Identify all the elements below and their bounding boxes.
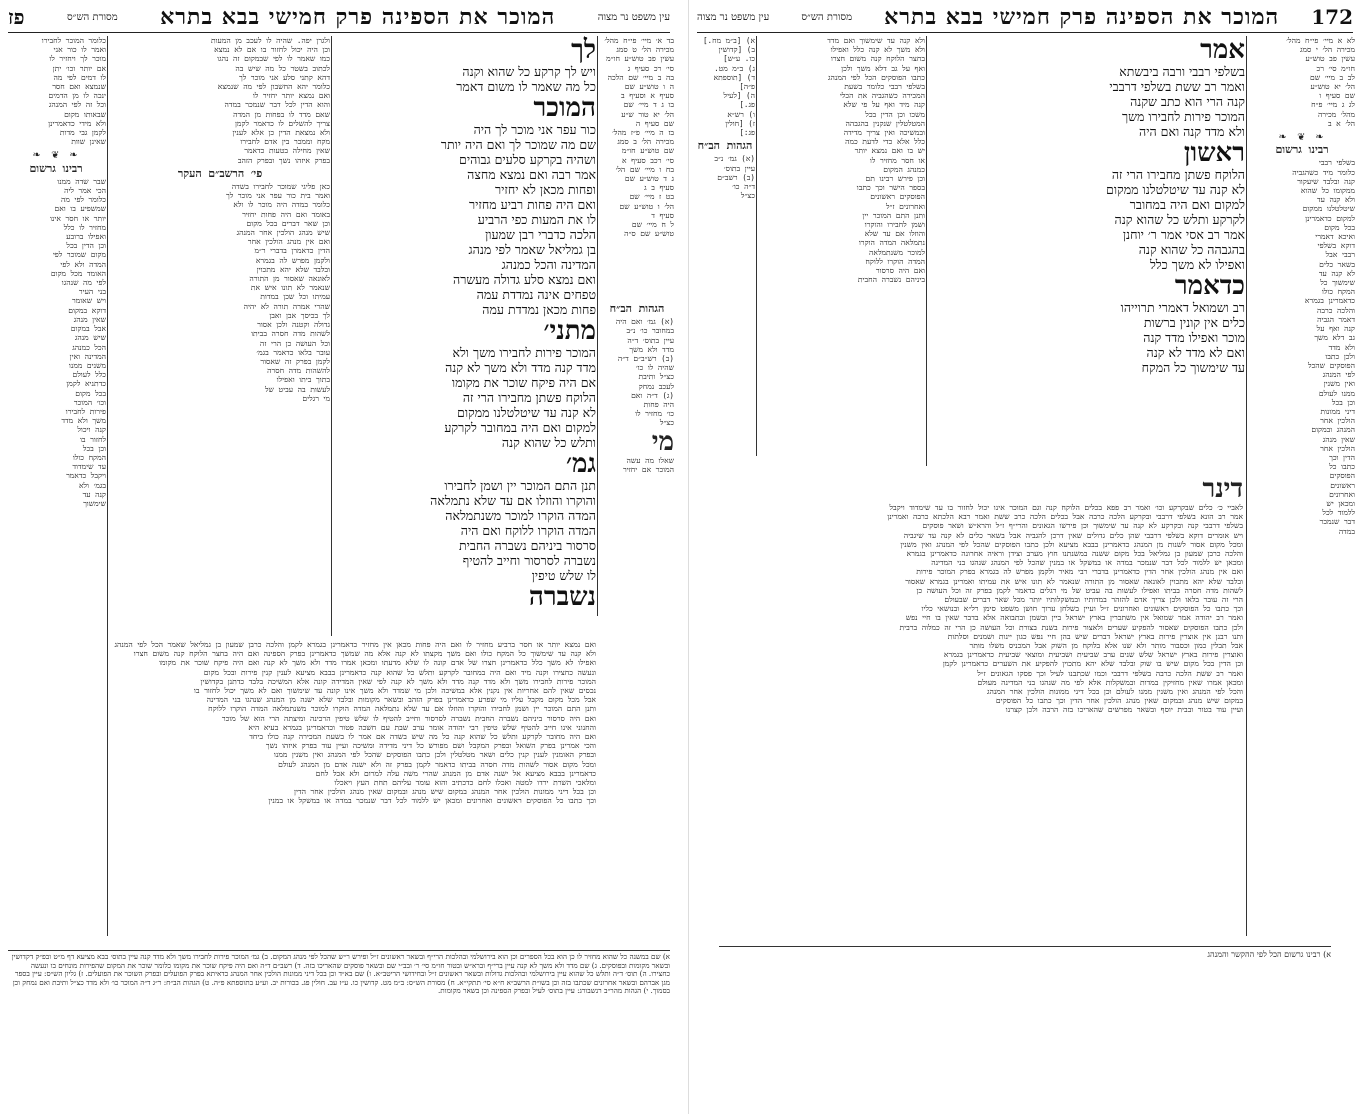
left-divider-2	[331, 36, 332, 636]
left-divider-1	[107, 36, 108, 936]
right-divider-2	[926, 36, 927, 466]
left-hagahot-heading: הגהות הב״ח	[609, 302, 665, 315]
right-hagahot-heading: הגהות הב״ח	[697, 139, 753, 153]
right-header-rule	[697, 32, 1353, 33]
left-page-title: המוכר את הספינה פרק חמישי בבא בתרא	[160, 4, 556, 30]
right-ornament-divider: ❧ ❦ ❧	[1278, 129, 1326, 144]
right-dibbur-3: כדאמר	[1174, 271, 1245, 301]
right-page-header	[697, 4, 1353, 30]
left-gemara-column: לך ויש לך קרקע כל שהוא וקנה כל מה שאמר לו משום דאמר המוכר כור עפר אני מוכר לך היה שם מה שמוכר לך ואם היה יותר ושהיה בקרקע סלעים גבוהים אמר רבה ואם נמצא מחצה ופחות מכאן לא יחזיר ואם היה פחות רביע מחזיר לו את המעות כפי הרביע הלכה כדברי רבן שמעון בן גמליאל שאמר לפי מנהג המדינה והכל כמנהג ואם נמצא סלע גדולה מעשרה טפחים אינה נמדדת עמה פחות מכאן נמדדת עמה מתני׳ המוכר פירות לחבירו משך ולא מדד קנה מדד ולא משך לא קנה אם היה פיקח שוכר את מקומו הלוקח פשתן מחבירו הרי זה לא קנה עד שיטלטלנו ממקום למקום ואם היה במחובר לקרקע ותלש כל שהוא קנה גמ׳ תנן התם המוכר יין ושמן לחבירו והוקרו והוזלו אם עד שלא נתמלאה המדה הוקרו למוכר משנתמלאה המדה הוקרו ללוקח ואם היה סרסור ביניהם נשברה החבית נשברה לסרסור וחייב להטיף לו שלש טיפין נשברה	[430, 35, 596, 612]
right-page	[688, 0, 1361, 1114]
left-gemara-word: גמ׳	[566, 449, 596, 479]
left-dibbur-2: המוכר	[533, 93, 596, 123]
right-margin-heading-right: עין משפט נר מצוה	[697, 11, 770, 23]
right-masoret-column: א) [ב״מ מח.] ב) [קדושין כו. ע״ש] ג) ב״מ מט. ד) [תוספתא פ״ה] ה) [לעיל פג.] ו) רש״א ז) [חולין פג:] הגהות הב״ח (א) גמ׳ נ״ב עיין בתוס׳ (ב) רשב״ם ד״ה כו׳ כצ״ל	[695, 36, 755, 336]
left-tosafot-block: ואם נמצא יותר או חסר ברביע מחזיר לו ואם היה פחות מכאן אין מחזיר כדאמרינן בגמרא לקמן והלכה כרבן שמעון בן גמליאל שאמר הכל לפי המנהג ולא קנה עד שימשוך כל המקח כולו ואם משך מקצתו לא קנה אלא מה שמשך כדאמרינן בפרק הספינה ואם היה בחצר הלוקח קנה משום חצרו ואפילו לא משך כלל כדאמרינן חצרו של אדם קונה לו שלא מדעתו ומכאן אמרו מדד ולא משך לא קנה ואם היה פיקח שוכר את מקומו ונעשה כחצירו וקנה מיד ואם היה במחובר לקרקע ותלש כל שהוא קנה כדאמרינן בבבא מציעא לענין קנין פירות ובכל מקום המוכר פירות לחבירו משך ולא מדד קנה מדד ולא משך לא קנה לפי שאין המדידה קונה אלא המשיכה בלבד כדתנן בקדושין נכסים שאין להם אחריות אין נקנין אלא במשיכה ולכן מי שמדד ולא משך אינו קונה עד שימשוך ואם לא משך יכול לחזור בו אבל מכל מקום מקבל עליו מי שפרע כדאמרינן בפרק הזהב ובשאר מקומות ובלבד שלא ישנה מן המנהג שנהגו בני המדינה ותנן התם המוכר יין ושמן לחבירו והוקרו והוזלו אם עד שלא נתמלאה המדה הוקרו למוכר משנתמלאה המדה הוקרו ללוקח ואם היה סרסור ביניהם נשברה החבית נשברה לסרסור וחייב להטיף לו שלש טיפין הרכינה ומיצתה הרי הוא של מוכר והחנוני אינו חייב להטיף שלש טיפין רבי יהודה אומר ערב שבת עם חשכה פטור וכדאמרינן בגמרא בעיא היא ואם היה מחובר לקרקע ותלש כל שהוא קנה כל מה שיש בשדה אם אמר לו בשעת המכירה קנה כולו ביחד והכי אמרינן בפרק השואל ובפרק המקבל ושם מפורש כל דיני מדידה ומשיכה ועיין עוד בפרק איזהו נשך ובפרק האומנין לענין קנין כלים ושאר מטלטלין ולכן כתבו הפוסקים שהכל לפי המנהג ואין משנין ממנו ומכל מקום אסור לשהות מדה חסרה בביתו כדאמר לקמן בפרק זה ולא ישנה אדם מן המנהג לעולם כדאמרינן בבבא מציעא אל ישנה אדם מן המנהג שהרי משה עלה למרום ולא אכל לחם ומלאכי השרת ירדו למטה ואכלו לחם כדכתיב והוא עומד עליהם תחת העץ ויאכלו וכן בכל דיני ממונות הולכין אחר המנהג במקום שיש מנהג ובמקום שאין מנהג הולכין אחר הדין וכך כתבו כל הפוסקים ראשונים ואחרונים ומכאן יש ללמוד לכל דבר שנמכר במדה או במשקל או במנין	[114, 640, 596, 806]
right-dibbur-2: ראשון	[1183, 138, 1245, 168]
left-dibbur-1: לך	[571, 35, 596, 65]
right-page-folio: 172	[1311, 5, 1353, 29]
left-page-folio: פז	[8, 4, 25, 29]
right-footnote-text: א) רבינו גרשום הכל לפי ההקשר והמנהג	[1207, 950, 1331, 959]
left-commentary-heading: רבינו גרשום	[29, 161, 83, 175]
left-margin-heading-left: מסורת הש״ס	[66, 11, 118, 23]
right-divider-3	[1246, 36, 1247, 936]
left-rashbam-heading: פי׳ הרשב״ם העקר	[177, 166, 263, 180]
right-tosafot-block: דינר לאביי כ׳ כלים שבקרקע וכו׳ ואמר רב פפא בכלים הלוקח קנה וגם המוכר אינו יכול לחזור בו עד שימדוד ויקבל אמר רב הונא בשלפי דרבבי ובקרקע הלכה כרבה אבל בכלים הלכה כרב ששת ואמר רבא הלכתא כרבה ואמרינן בשלפי דרבבי קנה ובקרקע לא קנה עד שימשוך וכן פירשו הגאונים והרי״ף ז״ל והרא״ש ושאר פוסקים ויש אומרים דוקא בשלפי דרבבי שהן כלים גדולים שאין דרכן להגביה אבל בשאר כלים לא קנה עד שיגביה ומכל מקום אסור לשנות מן המנהג כדאמרינן בבבא מציעא ולכן כתבו הפוסקים שהכל לפי המנהג ואין משנין והלכה כרבן שמעון בן גמליאל בכל מקום ששנה במשנתנו חוץ מערב וצידן וראיה אחרונה כדאמרינן בגמרא ומכאן יש ללמוד לכל דבר שנמכר במדה או במשקל או במנין שהכל לפי המנהג שנהגו בני המדינה ואם אין מנהג הולכין אחר הדין כדאמרינן בדברי רבי מאיר ולקמן מפרש לה בגמרא בפרק המוכר פירות ובלבד שלא יהא מתכוין לאונאה שאסור מן התורה שנאמר לא תונו איש את עמיתו ואמרינן בגמרא שאסור לשהות מדה חסרה בביתו ואפילו לעשות בה עביט של מי רגלים כדאמר לקמן בפרק זה וכל העושה כן הרי זה עובר בלאו ולכן צריך אדם להזהר במדותיו ובמשקלותיו יותר מכל שאר דברים שבעולם וכך כתבו כל הפוסקים ראשונים ואחרונים ז״ל ועיין בשלחן ערוך חושן משפט סימן רל״א ובנושאי כליו ואמר רב יהודה אמר שמואל אין משתכרין בארץ ישראל ביין ובשמן ובתבואה אלא בדבר שאין בו חיי נפש ולכן כתבו הפוסקים שאסור להפקיע שערים ולאצור פירות בשנת בצורת וכל העושה כן הרי זה כמלוה ברבית ותנו רבנן אין אוצרין פירות בארץ ישראל דברים שיש בהן חיי נפש כגון יינות ושמנים וסלתות אבל תבלין כמון וכסבור מותר ולא שנו אלא בלוקח מן השוק אבל המכניס משלו מותר ואוצרין פירות בארץ ישראל שלש שנים ערב שביעית ושביעית ומוצאי שביעית כדאמרינן בגמרא וכן הדין בכל מקום שיש בו שוק ובלבד שלא יהא מתכוין להפקיע את השערים כדאמרינן לקמן ואמר רב ששת הלכה כרבה בשלפי דרבבי וכמו שכתבנו לעיל וכך פסקו הגאונים ז״ל ומכאן אמרו שאין מחזיקין במדות ובמשקלות אלא לפי מה שנהגו בני המדינה מעולם והכל לפי המנהג ואין משנין ממנו לעולם וכן בכל דיני ממונות הולכין אחר המנהג במקום שיש מנהג ובמקום שאין מנהג הולכין אחר הדין וכך כתבו כל הפוסקים ועיין עוד בטור ובבית יוסף ובשאר מפרשים שהאריכו בזה הרבה ולכן קצרנו	[887, 474, 1243, 715]
right-commentary-heading: רבינו גרשום	[1275, 143, 1329, 157]
left-rabbeinu-gershom-column: כלומר המוכר לחבירו ואמר לו כור אני מוכר לך ויחזיר לו אם יותר וכו׳ יתן לו דמים לפי מה שנמצא ואם חסר ינכה לו מן הדמים וכל זה לפי המנהג שבאותו מקום ולא מידי כדאמרינן לקמן גבי מדות שאינן שוות ❧ ❦ ❧ רבינו גרשום שבר שדה ממנו הכי אמר ליה כלומר לפי מה שמשפיע בו ואם יותר או חסר אינו מחזיר לו כלל ואפילו ברובע וכן הדין בכל מקום שמוכר לפי המדה ולא לפי האומד מכל מקום לפי מה שנהגו בני העיר ויש שאומר דוקא במקום שאין מנהג אבל במקום שיש מנהג הכל כמנהג המדינה ואין משנים ממנו כלל לעולם כדתניא לקמן בכל מקום וכו׳ המוכר פירות לחבירו משך ולא מדד קנה ויכול לחזור בו וכן בכל המקח כולו עד שימדוד ויקבל כדאמר בגמ׳ ולא קנה עד שימשוך	[6, 36, 106, 936]
left-margin-heading-right: עין משפט נר מצוה	[597, 11, 670, 23]
left-mishna-word: מתני׳	[543, 316, 596, 346]
left-footer-notes: א) שם במשנה כל שהוא מחזיר לו כן הוא בכל הספרים וכן הוא בירושלמי ובהלכות הרי״ף ובשאר ראשונים ז״ל ופירש ר״ש שהכל לפי מנהג המקום. ב) גמ׳ המוכר פירות לחבירו משך ולא מדד קנה עיין בתוס׳ בבא מציעא דף מ״ט ובפ״ק דקדושין ובשאר מקומות ובפוסקים. ג) שם מדד ולא משך לא קנה עיין ברי״ף וברא״ש ובטור חו״מ סי׳ ר׳ ובב״י שם ובשאר פוסקים שהאריכו בזה. ד) רשב״ם ד״ה ואם היה פיקח שוכר את מקומו כלומר שוכר את המקום שהפירות מונחים בו ונעשה כחצירו. ה) תוס׳ ד״ה ותלש כל שהוא עיין בירושלמי ובהלכות גדולות ובשאר ראשונים ז״ל ובחידושי הריטב״א. ו) שם בא״ד וכן בכל דיני ממונות הולכין אחר המנהג כדאיתא בפרק הפועלים ובפרק השוכר את הפועלים. ז) גליון הש״ס: עיין בספר מגן אברהם ובשאר אחרונים שכתבו בזה וכן בשו״ת הרשב״א ח״א סי׳ תתקי״א. ח) מסורת הש״ס: ב״מ מט. קדושין כו. ע״ז עב. חולין פג. בכורות יב. וע״ע בתוספתא פ״ה. ט) הגהות הב״ח: ר״ג ד״ה המוכר כו׳ ולא מדד כצ״ל ותיבת ואם נמחק וכן בסמוך. י) הגהות מהר״ב רנשבורג: עיין בתוס׳ לעיל ובפרק הספינה וכן בשאר מקומות.	[8, 950, 670, 1063]
right-page-title: המוכר את הספינה פרק חמישי בבא בתרא	[884, 4, 1280, 30]
right-rashbam-column: ולא קנה עד שימשוך ואם מדד ולא משך לא קנה כלל ואפילו בחצר הלוקח קנה משום חצרו ואף על גב דלא משך ולכן כתבו הפוסקים הכל לפי המנהג בשלפי רבבי כלומר בשעת המכירה כשהגביה את הכלי קנה מיד ואף על פי שלא משכו וכן הדין בכל המטלטלין שנקנין בהגבהה ובמשיכה ואין צריך מדידה כלל אלא כדי לדעת כמה יש בו ואם נמצא יותר או חסר מחזיר לו כמנהג המקום וכן פירש רבינו תם בספר הישר וכך כתבו הפוסקים ראשונים ואחרונים ז״ל ותנן התם המוכר יין ושמן לחבירו והוקרו והוזלו אם עד שלא נתמלאה המדה הוקרו למוכר משנתמלאה המדה הוקרו ללוקח ואם היה סרסור ביניהם נשברה החבית	[827, 36, 925, 285]
left-rashbam-column: ולגרן יפה. שהיה לו לעכב מן המעות וכן היה יכול לחזור בו אם לא נמצא כמו שאמר לו לפי שבמקום זה נהגו לכתוב בשטר כל מה שיש בה דהא קתני סלע אני מוכר לך כלומר יהא החשבון לפי מה שנמצא ואם נמצא יותר יחזיר לו והוא הדין לכל דבר שנמכר במדה שאם מדד לו בפחות מן המדה צריך להשלים לו כדאמר לקמן ולא נמצאת הדין כן אלא לענין מקח וממכר בין אדם לחבירו שאין מחילה בטעות כדאמר בפרק איזהו נשך ובפרק הזהב פי׳ הרשב״ם העקר כאן פליגי שמוכר לחבירו בשדה ואמר בית כור עפר אני מוכר לך כלומר במדה היה מוכר לו ולא באומד ואם היה פחות יחזיר וכן שאר דברים בכל מקום שיש מנהג הולכין אחר המנהג ואם אין מנהג הולכין אחר הדין כדאמרן בדברי ר״מ ולקמן מפרש לה בגמרא ובלבד שלא יהא מתכוין לאונאה שאסור מן התורה שנאמר לא תונו איש את עמיתו וכל שכן במדות שהרי אמרה תורה לא יהיה לך בכיסך אבן ואבן גדולה וקטנה ולכן אסור לשהות מדה חסרה בביתו וכל העושה כן הרי זה עובר בלאו כדאמר בגמ׳ לקמן בפרק זה שאסור להשהות מדה חסרה בתוך ביתו ואפילו לעשות בה עביט של מי רגלים	[110, 36, 330, 656]
right-margin-heading-left: מסורת הש״ס	[801, 11, 853, 23]
left-hagahot-column: הגהות הב״ח (א) גמ׳ ואם היה במחובר כו׳ נ״ב עיין בתוס׳ ד״ה מדד ולא משך (ב) רש״ב״ם ד״ה שהיה לו כו׳ כצ״ל ותיבת לעכב נמחק (ג) ד״ה ואם היה פחות כו׳ מחזיר לו כצ״ל מי שאלו מה עשה המוכר אם יחזיר	[600, 300, 674, 600]
right-dibbur-1: אמר	[1200, 35, 1245, 65]
left-page-header	[8, 4, 670, 30]
right-footnote	[719, 946, 1331, 960]
left-ornament-divider: ❧ ❦ ❧	[32, 147, 80, 162]
right-gemara-column: אמר בשלפי רבבי ורבה ביבשתא ואמר רב ששת בשלפי דרבבי קנה הרי הוא כתב שקנה המוכר פירות לחבירו משך ולא מדד קנה ואם היה ראשון הלוקח פשתן מחבירו הרי זה לא קנה עד שיטלטלנו ממקום למקום ואם היה במחובר לקרקע ותלש כל שהוא קנה אמר רב אסי אמר ר׳ יוחנן בהגבהה כל שהוא קנה ואפילו לא משך כלל כדאמר רב ושמואל דאמרי תרוייהו כלים אין קונין ברשות מוכר ואפילו מדד קנה ואם לא מדד לא קנה עד שימשוך כל המקח	[1106, 35, 1245, 375]
right-rabbeinu-gershom-column: לא א מיי׳ פי״ח מהל׳ מכירה הל׳ י סמג עשין פב טוש״ע חו״מ סי׳ רכ לב ב מיי׳ שם הל׳ יא טוש״ע שם סעיף ו לג ג מיי׳ פ״ח מהל׳ מכירה הל׳ א ב ❧ ❦ ❧ רבינו גרשום בשלפי רבבי כלומר מיד כשהגביה קנה ובלבד שיעקור ממקומו כל שהוא ולא קנה עד שיטלטלנו ממקום למקום כדאמרינן בכל מקום ואיכא דאמרי דוקא בשלפי רבבי אבל בשאר כלים לא קנה עד שימשוך כל המקח כולו כדאמרינן בגמרא והלכה כרבה דאמר הגביה קנה ואף על גב דלא משך ולא מדד ולכן כתבו הפוסקים שהכל לפי המנהג ואין משנין ממנו לעולם וכן בכל דיני ממונות הולכין אחר המנהג ובמקום שאין מנהג הולכין אחר הדין וכך כתבו כל הפוסקים ראשונים ואחרונים ומכאן יש ללמוד לכל דבר שנמכר במדה	[1249, 36, 1355, 936]
left-dibbur-3: נשברה	[528, 582, 596, 612]
left-ein-mishpat-column: בד א׳ מיי׳ פי״ח מהל׳ מכירה הל׳ ט סמג עשין פב טוש״ע חו״מ סי׳ רכ סעיף ג בה ב מיי׳ שם הלכה ה ו טוש״ע שם סעיף א וסעיף ב בו ג ד מיי׳ שם הל׳ יא טור ש״ע שם סעיף ה בז ה מיי׳ פ״ז מהל׳ מכירה הל׳ ב סמג שם טוש״ע חו״מ סי׳ רכב סעיף א בח ו מיי׳ שם הל׳ ג ד טוש״ע שם סעיף ב ג בט ז מיי׳ שם הל׳ ו טוש״ע שם סעיף ד ל ח מיי׳ שם טוש״ע שם ס״ה	[604, 36, 674, 239]
left-page	[0, 0, 678, 1114]
right-divider-1	[756, 36, 757, 456]
left-dibbur-4: מי	[651, 426, 674, 457]
left-header-rule	[8, 32, 670, 33]
right-dibbur-4: דינר	[1202, 474, 1243, 504]
left-divider-3	[597, 36, 598, 616]
